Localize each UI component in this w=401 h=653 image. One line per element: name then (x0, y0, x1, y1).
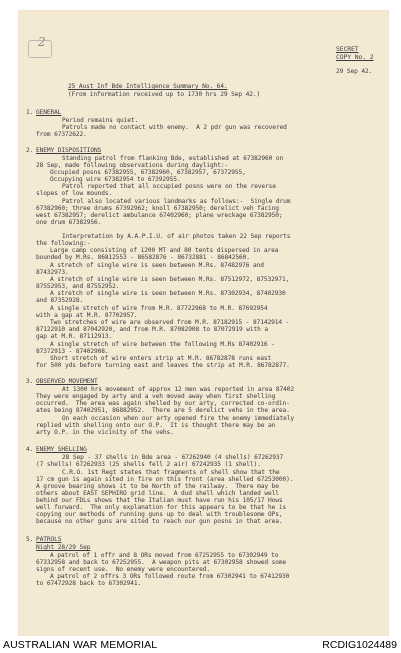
section-heading-enemy-shelling: ENEMY SHELLING (36, 446, 87, 453)
section-line: A patrol of 1 offr and 8 ORs moved from 67252955 to 67302949 to (50, 552, 279, 559)
section-heading-enemy-dispositions: ENEMY DISPOSITIONS (36, 147, 102, 154)
section-line: Patrols made no contact with enemy. A 2 pdr gun was recovered (62, 124, 287, 131)
section-line: (7 shells) 67262933 (25 shells fell 2 air) 67242935 (1 shell). (36, 461, 261, 468)
section-number: 5. (26, 536, 34, 543)
section-line: 87122910 and 87042920, and from M.R. 87082908 to 87072919 with a (36, 326, 269, 333)
section-line: the following:- (36, 240, 91, 247)
section-line: A stretch of single wire is seen between M.Rs. 87482976 and (50, 262, 264, 269)
section-line: A stretch of single wire is seen between M.Rs. 87512972, 87532971, (50, 276, 290, 283)
section-line: and 87352928. (36, 297, 84, 304)
section-line: because no other guns are sited to reach our gun posns in that area. (36, 518, 283, 525)
section-line: Standing patrol from flanking Bde, established at 67382960 on (62, 155, 284, 162)
section-line: occurred. The area was again shelled by our arty, corrected co-ordin- (36, 400, 290, 407)
section-line: well forward. The only explanation for this appears to be that he is (36, 504, 287, 511)
section-number: 1. (26, 109, 34, 116)
section-line: Period remains quiet. (62, 117, 139, 124)
section-line: Patrol also located various landmarks as follows:- Single drum (62, 198, 291, 205)
section-line: slopes of low mounds. (36, 190, 113, 197)
classification-label: SECRET (336, 45, 359, 53)
section-line: 87552953, and 87552952. (36, 283, 120, 290)
section-line: Large camp consisting of 1200 MT and 80 tents dispersed in area (50, 247, 279, 254)
section-line: A single stretch of wire between the following M.Rs 87402916 - (50, 341, 275, 348)
copy-number: COPY No. 2 (336, 53, 374, 61)
section-line: A patrol of 2 offrs 3 ORs followed route from 67302941 to 67412930 (50, 573, 290, 580)
section-line: C.R.O. 1st Regt states that fragments of shell show that the (62, 469, 280, 476)
section-heading-observed-movement: OBSERVED MOVEMENT (36, 378, 98, 385)
document-title: 25 Aust Inf Bde Intelligence Summary No. 64. (68, 83, 228, 90)
section-line: On each occasion when our arty opened fire the enemy immediately (62, 415, 295, 422)
section-line: signs of recent use. No enemy were encountered. (36, 566, 211, 573)
section-line: with a gap at M.R. 87702957. (36, 312, 138, 319)
section-line: copying our methods of running guns up to deal with troublesome OPs, (36, 511, 283, 518)
section-line: At 1300 hrs movement of approx 12 men was reported in area 87402 (62, 386, 295, 393)
document-date: 29 Sep 42. (336, 68, 373, 75)
section-heading-general: GENERAL (36, 109, 62, 116)
section-line: 67332958 and back to 67252955. A weapon pits at 67302958 showed some (36, 559, 287, 566)
section-line: 67382960; three drums 67392962; knoll 67382950; derelict veh facing (36, 205, 279, 212)
section-number: 2. (26, 147, 34, 154)
section-line: others about EAST SEPHIRO grid line. A dud shell which landed well (36, 490, 279, 497)
handwritten-mark: 2 (38, 35, 46, 49)
section-line: one drum 67382956. (36, 219, 102, 226)
section-line: gap at M.R. 87112913. (36, 333, 113, 340)
section-line: Occupied posns 67382955, 67382960, 67382957, 67372955, (50, 169, 246, 176)
section-line: arty O.P. in the vicinity of the vehs. (36, 429, 174, 436)
section-line: Patrol reported that all occupied posns were on the reverse (62, 183, 276, 190)
section-line: behind our FDLs shows that the Italian must have run his 105/17 Hows (36, 497, 283, 504)
section-line: west 67382957; derelict ambulance 67402960; plane wreckage 67382950; (36, 212, 283, 219)
section-line: 28 Sep - 37 shells in Bde area - 67262940 (4 shells) 67262937 (62, 454, 284, 461)
section-line: to 67472928 back to 67302941. (36, 580, 142, 587)
document-page (18, 10, 389, 636)
faint-stamp (28, 40, 52, 58)
section-line: bounded by M.Rs. 86812553 - 86582876 - 86732881 - 86842560. (36, 254, 250, 261)
section-line: 87432973. (36, 269, 69, 276)
section-line: Short stretch of wire enters strip at M.R. 86782878 runs east (50, 355, 272, 362)
section-line: A stretch of single wire is seen between M.Rs. 87302934, 87402930 (50, 290, 286, 297)
section-line: Two stretches of wire are observed from M.R. 87182915 - 87142914 - (50, 319, 290, 326)
section-number: 4. (26, 446, 34, 453)
section-line: A groove bearing shows it to be North of the railway. There may be (36, 483, 279, 490)
section-line: for 500 yds before turning east and leaves the strip at M.R. 86782877. (36, 362, 290, 369)
document-subtitle: (From information received up to 1730 hrs 29 Sep 42.) (68, 91, 261, 98)
section-number: 3. (26, 378, 34, 385)
section-line: Occupying wire 67382954 to 67392955. (50, 176, 181, 183)
section-line: A single stretch of wire from M.R. 87722968 to M.R. 87692954 (50, 305, 268, 312)
section-line: ates being 87402951, 86882952. There are 5 derelict vehs in the area. (36, 407, 290, 414)
section-subheading: Night 28/29 Sep (36, 544, 91, 551)
archive-footer (0, 638, 401, 653)
section-heading-patrols: PATROLS (36, 536, 62, 543)
section-line: from 67372622. (36, 131, 87, 138)
section-line: They were engaged by arty and a veh moved away when first shelling (36, 393, 276, 400)
section-line: replied with shelling onto our O.P. It is thought there may be an (36, 422, 276, 429)
section-line: Interpretation by A.A.P.I.U. of air photos taken 22 Sep reports (62, 233, 291, 240)
section-line: 28 Sep, made following observations during daylight:- (36, 162, 229, 169)
record-id: RCDIG1024489 (322, 639, 397, 651)
section-line: 87372913 - 87402908. (36, 348, 109, 355)
archive-name: AUSTRALIAN WAR MEMORIAL (3, 639, 158, 651)
section-line: 17 cm gun is again sited in fire on this front (area shelled 67253000). (36, 476, 294, 483)
